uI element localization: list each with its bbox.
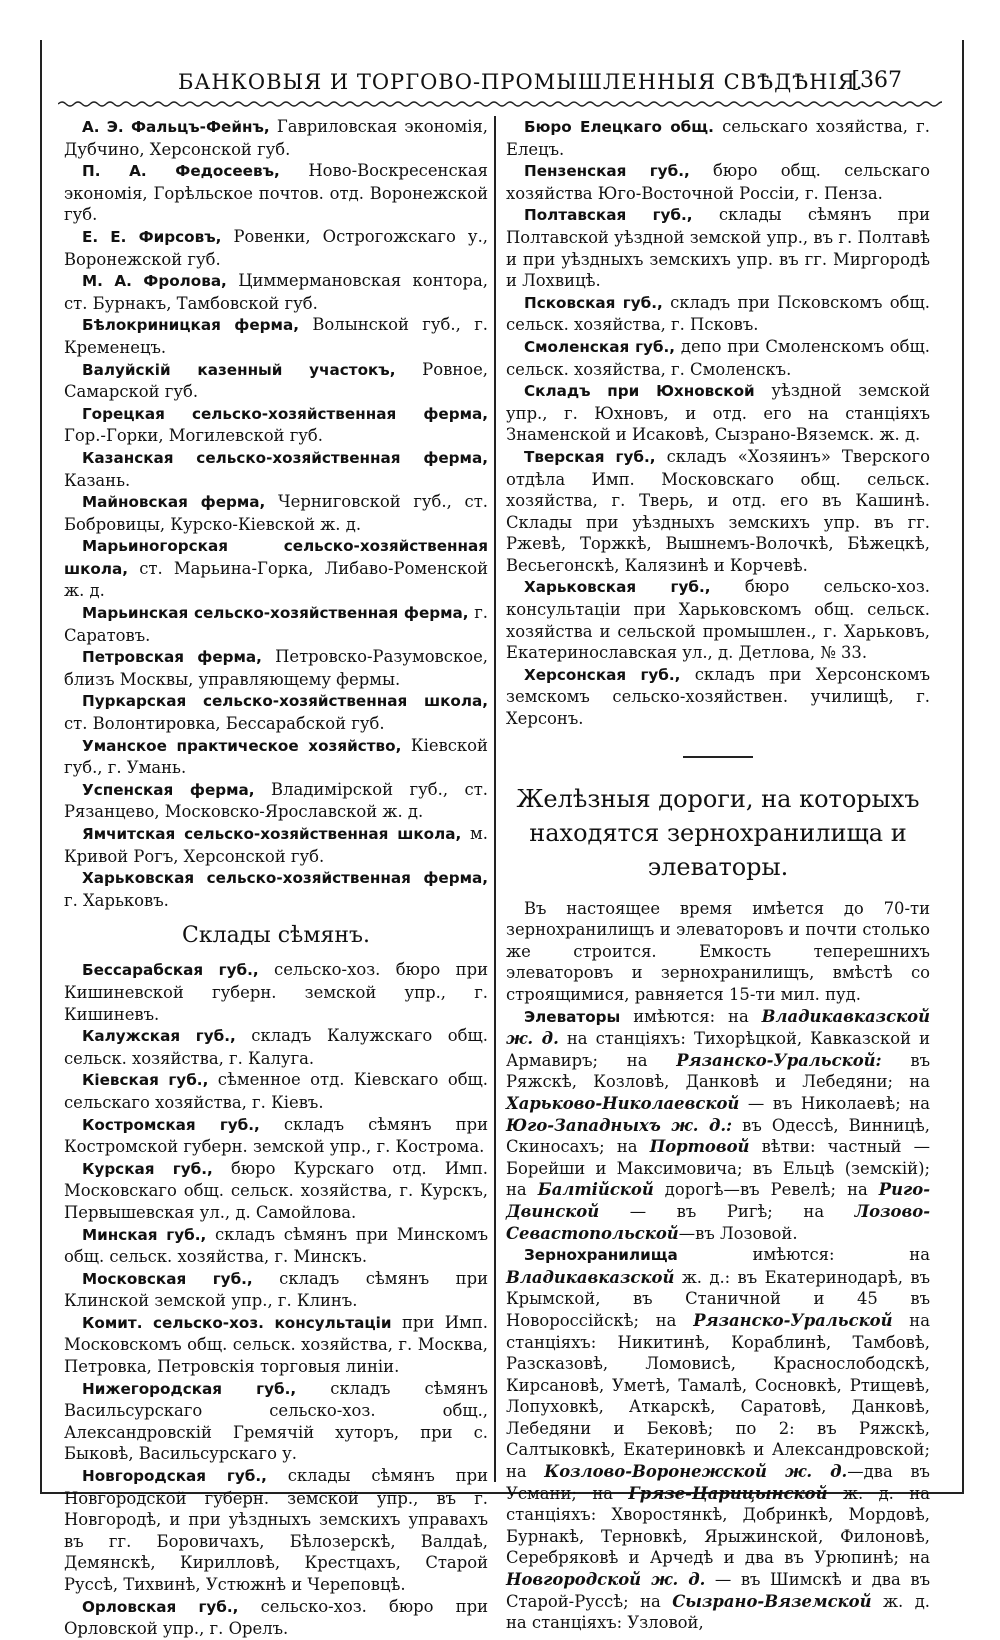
- directory-entry: [64, 160, 488, 226]
- directory-entry: [64, 1224, 488, 1268]
- directory-entry: [506, 116, 930, 160]
- entry-text: Кіевской губ., г. Умань.: [64, 735, 488, 778]
- directory-entry: [64, 403, 488, 447]
- entry-text: сельскаго хозяйства, г. Елецъ.: [506, 117, 930, 159]
- directory-entry: [64, 1158, 488, 1224]
- entry-text: Волынской губ., г. Кременецъ.: [64, 315, 488, 357]
- directory-entry: [64, 1312, 488, 1378]
- entry-text: ж. д.: въ Екатеринодарѣ, въ Крымской, въ Станичной и 45 въ Новороссійскѣ; на: [506, 1267, 930, 1330]
- page-header: [58, 56, 942, 96]
- entry-text: складъ сѣмянъ Васильсурскаго сельско-хоз. общ., Александровскій Гремячій хуторъ, при с. Быковѣ, Васильсурскаго у.: [64, 1378, 488, 1464]
- entry-text: г. Харьковъ.: [64, 890, 169, 910]
- entry-text: ст. Марьина-Горка, Либаво-Роменской ж. д.: [64, 558, 488, 601]
- entry-head: Марьинская сельско-хозяйственная ферма,: [82, 604, 469, 623]
- railway-name: Риго-Двинской: [506, 1180, 930, 1221]
- directory-entry: [506, 576, 930, 663]
- directory-entry: [64, 1268, 488, 1312]
- entry-head: Херсонская губ.,: [524, 665, 681, 684]
- entry-text: на станціяхъ: Тихорѣцкой, Кавказской и Армавиръ; на: [506, 1029, 930, 1070]
- entry-text: Ровное, Самарской губ.: [64, 359, 488, 402]
- railways-heading: Желѣзныя дороги, на которыхъ находятся зернохранилища и элеваторы.: [516, 784, 920, 881]
- directory-entry: [64, 823, 488, 867]
- entry-head: Валуйскій казенный участокъ,: [82, 360, 396, 379]
- entry-text: складъ сѣмянъ при Минскомъ общ. сельск. хозяйства, г. Минскъ.: [64, 1224, 488, 1267]
- entry-text: ст. Волонтировка, Бессарабской губ.: [64, 714, 385, 734]
- entry-text: Ровенки, Острогожскаго у., Воронежской губ.: [64, 226, 488, 269]
- entry-head: Пензенская губ.,: [524, 162, 690, 181]
- entry-head: Бюро Елецкаго общ.: [524, 118, 714, 136]
- page-number: [367: [851, 68, 902, 93]
- entry-text: Ново-Воскресенская экономія, Горѣльское почтов. отд. Воронежской губ.: [64, 161, 488, 225]
- entry-text: бюро сельско-хоз. консультаціи при Харьковскомъ общ. сельск. хозяйства и сельской промышлен., г. Харьковъ, Екатеринославская ул., д. Детлова, № 33.: [506, 577, 930, 663]
- entry-head: Зернохранилища: [524, 1246, 678, 1265]
- entry-text: склады сѣмянъ при Полтавской уѣздной земской упр., въ г. Полтавѣ и при уѣздныхъ земскихъ упр. въ гг. Миргородѣ и Лохвицѣ.: [506, 205, 930, 291]
- entry-head: Полтавская губ.,: [524, 206, 693, 225]
- directory-entry: [506, 336, 930, 380]
- entry-head: А. Э. Фальцъ-Фейнъ,: [82, 118, 270, 136]
- entry-text: депо при Смоленскомъ общ. сельск. хозяйства, г. Смоленскъ.: [506, 336, 930, 379]
- entry-text: складъ при Херсонскомъ земскомъ сельско-хозяйствен. училищѣ, г. Херсонъ.: [506, 664, 931, 729]
- left-column: [64, 116, 488, 1640]
- entry-text: сельско-хоз. бюро при Кишиневской губерн. земской упр., г. Кишиневъ.: [64, 960, 489, 1024]
- entry-head: Складъ при Юхновской: [524, 382, 755, 401]
- entry-head: Ямчитская сельско-хозяйственная школа,: [82, 825, 462, 843]
- entry-head: Бѣлокриницкая ферма,: [82, 316, 299, 335]
- section-rule: [683, 756, 753, 758]
- seeds-list-continued: [506, 116, 930, 730]
- directory-entry: [506, 446, 930, 577]
- entry-head: Нижегородская губ.,: [82, 1379, 297, 1398]
- entry-head: Майновская ферма,: [82, 493, 266, 512]
- directory-entry: [506, 160, 930, 204]
- entry-text: Гавриловская экономія, Дубчино, Херсонской губ.: [64, 117, 488, 159]
- entry-text: складъ при Псковскомъ общ. сельск. хозяйства, г. Псковъ.: [506, 292, 930, 335]
- entry-text: — въ Шимскѣ и два въ Старой-Руссѣ; на: [506, 1570, 931, 1611]
- entry-head: Курская губ.,: [82, 1159, 213, 1178]
- directory-entry: [64, 779, 488, 823]
- entry-text: имѣются: на: [677, 1245, 930, 1265]
- directory-entry: [64, 116, 488, 160]
- directory-entry: [64, 1596, 488, 1640]
- directory-entry: [64, 1025, 488, 1069]
- directory-entry: [64, 867, 488, 911]
- railway-name: Харьково-Николаевской: [506, 1093, 740, 1113]
- entry-head: Харьковская губ.,: [524, 578, 711, 597]
- directory-entry: [64, 1378, 488, 1465]
- seeds-list: [64, 959, 488, 1639]
- entry-text: имѣются: на: [620, 1006, 762, 1026]
- entry-head: Новгородская губ.,: [82, 1467, 267, 1486]
- entry-text: —два въ Усмани; на: [506, 1462, 930, 1503]
- entry-text: складъ сѣмянъ при Клинской земской упр., г. Клинъ.: [64, 1268, 489, 1311]
- entry-head: Марьиногорская сельско-хозяйственная школа,: [64, 537, 488, 578]
- header-wavy-rule: [58, 100, 942, 108]
- directory-entry: [64, 226, 488, 270]
- directory-entry: [64, 314, 488, 358]
- entry-head: Петровская ферма,: [82, 648, 262, 667]
- directory-entry: [64, 535, 488, 602]
- entry-text: — въ Николаевѣ; на: [739, 1093, 930, 1113]
- entry-head: П. А. Федосеевъ,: [82, 162, 280, 181]
- entry-head: Калужская губ.,: [82, 1027, 236, 1046]
- entry-text: въ Одессѣ, Винницѣ, Скиносахъ; на: [506, 1115, 930, 1157]
- entry-head: Пуркарская сельско-хозяйственная школа,: [82, 692, 488, 711]
- entry-text: вѣтви: частный — Борейши и Максимовича; въ Ельцѣ (земскій); на: [506, 1137, 931, 1200]
- railway-name: Лозово-Севастопольской: [506, 1201, 930, 1243]
- entry-head: Харьковская сельско-хозяйственная ферма,: [82, 869, 488, 888]
- entry-text: складъ «Хозяинъ» Тверского отдѣла Имп. Московскаго общ. сельск. хозяйства, г. Тверь, и отд. его въ Кашинѣ. Склады при уѣздныхъ земскихъ упр. въ гг. Ржевѣ, Торжкѣ, Вышнемъ-Волочкѣ, Бѣжецкѣ, Весьегонскѣ, Калязинѣ и Корчевѣ.: [506, 446, 930, 575]
- seeds-heading: Склады сѣмянъ.: [182, 923, 370, 949]
- entry-head: Смоленская губ.,: [524, 337, 676, 356]
- directory-entry: [64, 646, 488, 690]
- entry-text: складъ сѣмянъ при Костромской губерн. земской упр., г. Кострома.: [64, 1114, 488, 1157]
- entry-text: на станціяхъ: Никитинѣ, Кораблинѣ, Тамбовѣ, Разсказовѣ, Ломовисѣ, Краснослободскѣ, Кирсановѣ, Уметѣ, Тамалѣ, Сосновкѣ, Ртищевѣ, Лопуховкѣ, Аткарскѣ, Саратовѣ, Данковѣ, Лебедяни и Бековѣ; по 2: въ Ряжскѣ, Салтыковкѣ, Екатериновкѣ и Александровской; на: [506, 1310, 930, 1482]
- entry-head: Успенская ферма,: [82, 780, 255, 799]
- entry-head: Кіевская губ.,: [82, 1071, 209, 1090]
- entry-head: Элеваторы: [524, 1007, 621, 1026]
- railway-name: Юго-Западныхъ ж. д.:: [506, 1115, 733, 1135]
- entry-text: ж. д. на станціяхъ: Узловой,: [506, 1591, 930, 1633]
- railway-name: Портовой: [649, 1137, 750, 1157]
- entry-text: бюро Курскаго отд. Имп. Московскаго общ. сельск. хозяйства, г. Курскъ, Первышевская ул., д. Самойлова.: [64, 1158, 488, 1222]
- railway-name: Рязанско-Уральской:: [676, 1050, 882, 1070]
- railway-name: Новгородской ж. д.: [506, 1570, 706, 1590]
- entry-text: сельско-хоз. бюро при Орловской упр., г. Орелъ.: [64, 1596, 488, 1639]
- railway-name: Рязанско-Уральской: [693, 1310, 893, 1330]
- entry-text: въ Ряжскѣ, Козловѣ, Данковѣ и Лебедяни; на: [506, 1050, 930, 1092]
- directory-entry: [64, 959, 488, 1025]
- railway-name: Грязе-Царицынской: [628, 1483, 828, 1503]
- entry-head: Е. Е. Фирсовъ,: [82, 227, 222, 246]
- entry-text: м. Кривой Рогъ, Херсонской губ.: [64, 824, 489, 866]
- entry-text: сѣменное отд. Кіевскаго общ. сельскаго хозяйства, г. Кіевъ.: [64, 1070, 489, 1112]
- directory-entry: [64, 491, 488, 535]
- entry-head: Комит. сельско-хоз. консультаціи: [82, 1313, 392, 1332]
- railway-name: Козлово-Воронежской ж. д.: [544, 1462, 848, 1482]
- directory-entry: [64, 447, 488, 491]
- elevators-paragraph: [506, 1006, 930, 1245]
- entry-head: Горецкая сельско-хозяйственная ферма,: [82, 404, 488, 423]
- column-divider: [494, 116, 496, 1482]
- directory-entry: [506, 292, 930, 336]
- entry-head: Бессарабская губ.,: [82, 961, 259, 980]
- entry-text: Владимірской губ., ст. Рязанцево, Московско-Ярославской ж. д.: [64, 779, 488, 822]
- entry-text: при Имп. Московскомъ общ. сельск. хозяйства, г. Москва, Петровка, Петровскія торговыя линіи.: [64, 1312, 488, 1377]
- farms-list: [64, 116, 488, 911]
- directory-entry: [506, 664, 930, 730]
- entry-text: складъ Калужскаго общ. сельск. хозяйства, г. Калуга.: [64, 1026, 488, 1068]
- entry-head: Костромская губ.,: [82, 1115, 260, 1134]
- directory-entry: [506, 204, 930, 291]
- entry-head: Московская губ.,: [82, 1269, 253, 1288]
- directory-entry: [64, 735, 488, 779]
- directory-entry: [64, 690, 488, 734]
- directory-entry: [64, 270, 488, 314]
- entry-text: Черниговской губ., ст. Бобровицы, Курско-Кіевской ж. д.: [64, 492, 488, 534]
- entry-text: —въ Лозовой.: [678, 1223, 798, 1243]
- entry-text: бюро общ. сельскаго хозяйства Юго-Восточной Россіи, г. Пенза.: [506, 161, 930, 203]
- directory-entry: [64, 1069, 488, 1113]
- railway-name: Балтійской: [537, 1180, 654, 1200]
- entry-text: Казань.: [64, 470, 131, 490]
- running-title: БАНКОВЫЯ И ТОРГОВО-ПРОМЫШЛЕННЫЯ СВѢДѢНІЯ.: [178, 70, 864, 94]
- entry-head: Минская губ.,: [82, 1225, 207, 1244]
- entry-head: М. А. Фролова,: [82, 272, 227, 291]
- entry-text: дорогѣ—въ Ревелѣ; на: [653, 1180, 879, 1200]
- entry-head: Орловская губ.,: [82, 1597, 239, 1616]
- entry-text: Гор.-Горки, Могилевской губ.: [64, 426, 324, 446]
- entry-text: уѣздной земской упр., г. Юхновъ, и отд. его на станціяхъ Знаменской и Исаковѣ, Сызрано-Вяземск. ж. д.: [506, 381, 930, 445]
- directory-entry: [64, 1465, 488, 1596]
- entry-head: Псковская губ.,: [524, 293, 663, 312]
- entry-head: Уманское практическое хозяйство,: [82, 736, 402, 755]
- railway-name: Сызрано-Вяземской: [672, 1591, 872, 1611]
- railways-intro: Въ настоящее время имѣется до 70-ти зернохранилищъ и элеваторовъ и почти столько же строится. Емкость теперешнихъ элеваторовъ и зернохранилищъ, вмѣстѣ со строящимися, равняется 15-ти мил. пуд.: [506, 898, 930, 1004]
- entry-head: Тверская губ.,: [524, 447, 656, 466]
- right-column: [506, 116, 930, 1634]
- granaries-paragraph: [506, 1244, 930, 1634]
- entry-text: склады сѣмянъ при Новгородской губерн. земской упр., въ г. Новгородѣ, и при уѣздныхъ земскихъ управахъ въ гг. Боровичахъ, Бѣлозерскѣ, Валдаѣ, Демянскѣ, Кирилловѣ, Крестцахъ, Старой Руссѣ, Тихвинѣ, Устюжнѣ и Череповцѣ.: [64, 1466, 488, 1594]
- directory-entry: [506, 380, 930, 446]
- entry-text: Циммермановская контора, ст. Бурнакъ, Тамбовской губ.: [64, 271, 488, 313]
- entry-text: — въ Ригѣ; на: [599, 1201, 855, 1221]
- directory-entry: [64, 602, 488, 646]
- directory-entry: [64, 359, 488, 403]
- entry-text: г. Саратовъ.: [64, 603, 488, 645]
- directory-entry: [64, 1114, 488, 1158]
- entry-head: Казанская сельско-хозяйственная ферма,: [82, 448, 488, 467]
- railway-name: Владикавказской: [506, 1267, 675, 1287]
- entry-text: Петровско-Разумовское, близъ Москвы, управляющему фермы.: [64, 647, 488, 689]
- railway-name: Владикавказской ж. д.: [506, 1006, 930, 1049]
- entry-text: ж. д. на станціяхъ: Хворостянкѣ, Добринкѣ, Мордовѣ, Бурнакѣ, Терновкѣ, Ярыжинской, Филоновѣ, Серебряковѣ и Арчедѣ и два въ Урюпинѣ; на: [506, 1483, 930, 1568]
